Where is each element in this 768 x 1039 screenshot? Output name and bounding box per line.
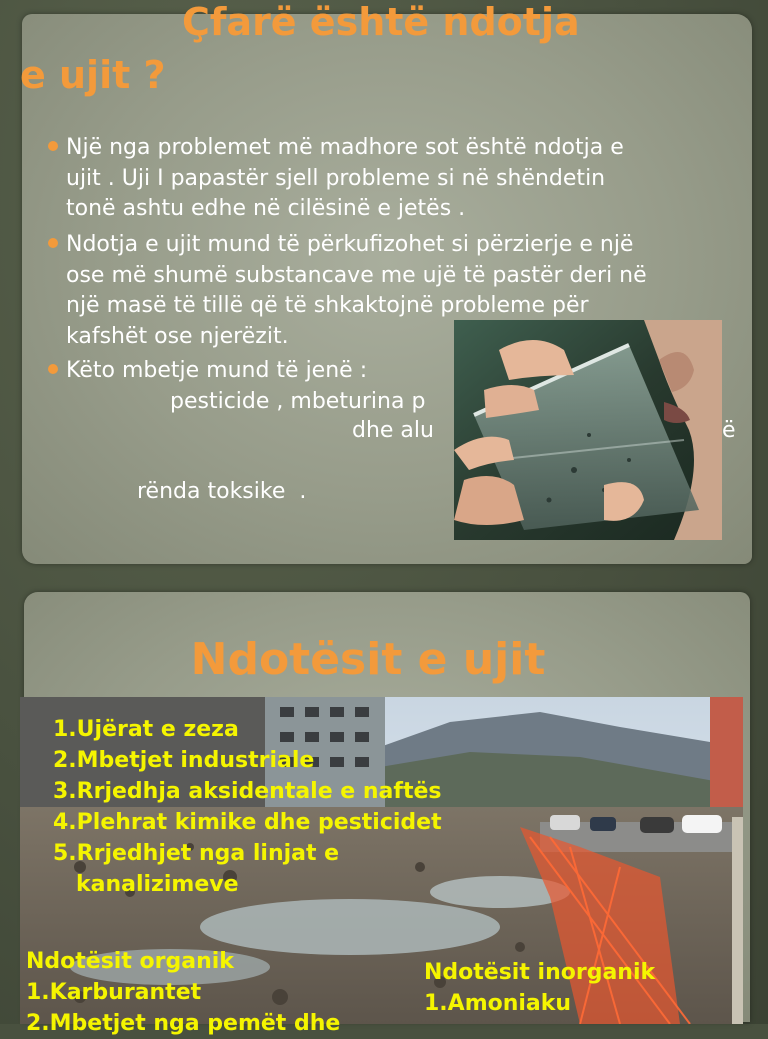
slide1-title-line1: Çfarë është ndotja bbox=[182, 0, 580, 44]
bullet-text-2: Ndotja e ujit mund të përkufizohet si përzierje e një ose më shumë substancave me ujë të pastër deri në një masë të tillë që të shkaktojnë probleme për kafshët ose njerëzit. bbox=[66, 232, 647, 349]
slide2-title: Ndotësit e ujit bbox=[190, 634, 546, 685]
bullet-dot-2 bbox=[48, 238, 58, 248]
bullet-text-3: Këto mbetje mund të jenë : bbox=[66, 358, 368, 383]
slide1-title-line2: e ujit ? bbox=[20, 53, 166, 97]
person-drinking-dirty-water-photo bbox=[454, 320, 722, 540]
organic-pollutants-list: Ndotësit organik 1.Karburantet 2.Mbetjet nga pemët dhe bbox=[26, 949, 341, 1036]
bullet-dot-3 bbox=[48, 364, 58, 374]
pollutants-list: 1.Ujërat e zeza 2.Mbetjet industriale 3.Rrjedhja aksidentale e naftës 4.Plehrat kimike dhe pesticidet 5.Rrjedhjet nga linjat e kanalizimeve bbox=[53, 717, 442, 897]
bullet-text-3-continuation-2: dhe alu bbox=[352, 418, 434, 443]
bullet-text-3-continuation-2-tail: ë bbox=[722, 418, 736, 443]
bullet-text-1: Një nga problemet më madhore sot është ndotja e ujit . Uji I papastër sjell probleme si në shëndetin tonë ashtu edhe në cilësinë e jetës . bbox=[66, 135, 624, 221]
inorganic-pollutants-list: Ndotësit inorganik 1.Amoniaku bbox=[424, 960, 656, 1016]
bullet-dot-1 bbox=[48, 141, 58, 151]
bullet-text-3-continuation-3: rënda toksike . bbox=[137, 479, 307, 504]
bullet-text-3-continuation-1: pesticide , mbeturina p bbox=[170, 389, 426, 414]
